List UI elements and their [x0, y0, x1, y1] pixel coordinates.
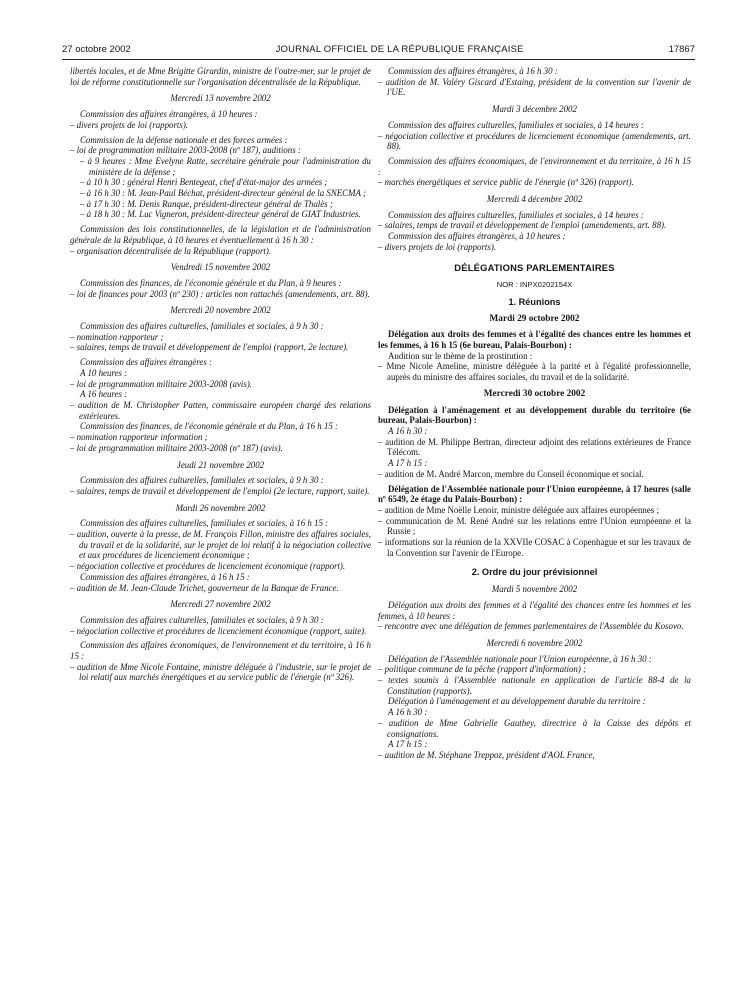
time-label: A 16 h 30 :: [388, 707, 428, 718]
agenda-item: – nomination rapporteur ;: [70, 331, 164, 342]
agenda-item: – rencontre avec une délégation de femmes parlementaires de l'Assemblée du Kosovo.: [378, 621, 684, 632]
agenda-item: – négociation collective et procédures de licenciement économique (amendements, art. 88).: [378, 130, 691, 152]
page-header: [62, 42, 695, 56]
agenda-item: – salaires, temps de travail et développement de l'emploi (2e lecture, rapport, suite).: [70, 485, 370, 496]
agenda-item: – salaires, temps de travail et développement de l'emploi (amendements, art. 88).: [378, 220, 667, 231]
agenda-item: – audition de M. André Marcon, membre du Conseil économique et social.: [378, 468, 644, 479]
time-label: A 17 h 15 :: [388, 458, 428, 469]
commission-heading: Commission des affaires économiques, de l'environnement et du territoire, à 16 h 15 :: [70, 640, 371, 662]
session-date: Mardi 29 octobre 2002: [489, 313, 580, 324]
commission-heading: Commission des affaires étrangères, à 16 h 15 :: [80, 571, 250, 582]
agenda-item: – audition de M. Christopher Patten, commissaire européen chargé des relations extérieures.: [70, 399, 371, 421]
agenda-subitem: – à 17 h 30 : M. Denis Ranque, président-directeur général de Thalès ;: [80, 198, 333, 209]
agenda-item: – audition, ouverte à la presse, de M. François Fillon, ministre des affaires sociales, du travail et de la solidarité, sur le projet de loi relatif à la négociation collective et aux procédures de licenciement économique ;: [70, 529, 371, 561]
agenda-item: – audition de M. Jean-Claude Trichet, gouverneur de la Banque de France.: [70, 582, 339, 593]
agenda-subitem: – à 10 h 30 : général Henri Bentegeat, chef d'état-major des armées ;: [80, 177, 328, 188]
agenda-item: – divers projets de loi (rapports).: [70, 119, 188, 130]
commission-heading: Commission des affaires étrangères, à 16 h 30 :: [388, 66, 558, 76]
agenda-item: – politique commune de la pêche (rapport d'information) ;: [378, 664, 586, 675]
session-date: Mercredi 4 décembre 2002: [486, 194, 583, 205]
agenda-item: – communication de M. René André sur les relations entre l'Union européenne et la Russie ;: [378, 515, 691, 537]
agenda-item: – divers projets de loi (rapports).: [378, 241, 496, 252]
time-label: A 10 heures :: [80, 367, 128, 378]
session-date: Mercredi 27 novembre 2002: [170, 599, 271, 610]
agenda-item: – nomination rapporteur information ;: [70, 432, 208, 443]
commission-heading: Commission des finances, de l'économie générale et du Plan, à 9 heures :: [80, 277, 342, 288]
session-date: Mercredi 30 octobre 2002: [483, 388, 586, 399]
commission-heading: Commission des affaires culturelles, familiales et sociales, à 14 heures :: [388, 119, 644, 130]
right-column: [378, 66, 691, 761]
delegation-heading: Délégation à l'aménagement et au développement durable du territoire :: [388, 696, 646, 707]
agenda-subitem: – à 18 h 30 : M. Luc Vigneron, président-directeur général de GIAT Industries.: [80, 209, 361, 220]
agenda-item: – audition de M. Valéry Giscard d'Estaing, président de la convention sur l'avenir de l'UE.: [378, 76, 691, 98]
agenda-item: – informations sur la réunion de la XXVIIe COSAC à Copenhague et sur les travaux de la Convention sur l'avenir de l'Europe.: [378, 537, 691, 558]
agenda-item: – textes soumis à l'Assemblée nationale en application de l'article 88-4 de la Constitution (rapports).: [378, 675, 691, 696]
subsection-title: 1. Réunions: [508, 296, 561, 307]
commission-heading: Commission de la défense nationale et des forces armées :: [80, 134, 288, 145]
agenda-item: – négociation collective et procédures de licenciement économique (rapport, suite).: [70, 625, 367, 636]
session-date: Mardi 5 novembre 2002: [491, 584, 578, 595]
agenda-subitem: – à 9 heures : Mme Evelyne Ratte, secrétaire générale pour l'administration du ministère de la défense ;: [80, 155, 371, 177]
agenda-item: – organisation décentralisée de la République (rapport).: [70, 245, 272, 256]
subsection-title: 2. Ordre du jour prévisionnel: [471, 567, 598, 578]
session-date: Mardi 26 novembre 2002: [175, 502, 266, 513]
commission-heading: Commission des lois constitutionnelles, de la législation et de l'administration générale de la République, à 10 heures et éventuellement à 16 h 30 :: [70, 224, 371, 245]
time-label: A 16 h 30 :: [388, 425, 428, 436]
agenda-item: – négociation collective et procédures de licenciement économique (rapport).: [70, 561, 346, 572]
commission-heading: Commission des affaires culturelles, familiales et sociales, à 9 h 30 :: [80, 321, 324, 332]
commission-heading: Commission des affaires culturelles, familiales et sociales, à 14 heures :: [388, 209, 644, 220]
nor-reference: NOR : INPX0202154X: [496, 280, 573, 290]
session-date: Jeudi 21 novembre 2002: [176, 459, 265, 470]
delegation-heading: Délégation aux droits des femmes et à l'égalité des chances entre les hommes et les femmes, à 10 heures :: [378, 599, 691, 621]
agenda-item: – loi de programmation militaire 2003-2008 (nº 187) (avis).: [70, 442, 283, 453]
delegation-heading: Délégation à l'aménagement et au développement durable du territoire (6e bureau, Palais-Bourbon) :: [378, 404, 691, 426]
session-date: Mardi 3 décembre 2002: [492, 104, 577, 115]
time-label: A 16 heures :: [80, 389, 128, 400]
session-date: Mercredi 20 novembre 2002: [170, 305, 271, 316]
header-date: 27 octobre 2002: [62, 43, 131, 55]
delegation-heading: Délégation aux droits des femmes et à l'égalité des chances entre les hommes et les femmes, à 16 h 15 (6e bureau, Palais-Bourbon) :: [378, 329, 691, 351]
agenda-item: – marchés énergétiques et service public de l'énergie (nº 326) (rapport).: [378, 177, 634, 188]
session-date: Vendredi 15 novembre 2002: [170, 262, 271, 273]
commission-heading: Commission des affaires étrangères, à 10 heures :: [80, 109, 258, 120]
commission-heading: Commission des affaires culturelles, familiales et sociales, à 9 h 30 :: [80, 475, 324, 486]
time-label: A 17 h 15 :: [388, 739, 428, 750]
commission-heading: Commission des affaires étrangères, à 10 heures :: [388, 231, 566, 242]
commission-heading: Commission des affaires étrangères :: [80, 357, 212, 368]
header-rule: [62, 59, 695, 60]
paragraph: libertés locales, et de Mme Brigitte Girardin, ministre de l'outre-mer, sur le projet de loi de réforme constitutionnelle sur l'organisation décentralisée de la République.: [70, 66, 371, 87]
agenda-item: – loi de finances pour 2003 (nº 230) : articles non rattachés (amendements, art. 88).: [70, 288, 370, 299]
session-date: Mercredi 13 novembre 2002: [170, 93, 271, 104]
delegation-heading: Délégation de l'Assemblée nationale pour l'Union européenne, à 17 heures (salle nº 6549, 2e étage du Palais-Bourbon) :: [378, 483, 691, 505]
agenda-item: – loi de programmation militaire 2003-2008 (avis).: [70, 378, 253, 389]
agenda-item: – salaires, temps de travail et développement de l'emploi (rapport, 2e lecture).: [70, 342, 349, 353]
agenda-item: – audition de Mme Gabrielle Gauthey, directrice à la Caisse des dépôts et consignations.: [378, 717, 691, 739]
left-column: [70, 66, 371, 683]
commission-heading: Commission des affaires économiques, de l'environnement et du territoire, à 16 h 15 :: [378, 155, 691, 177]
agenda-item: – audition de M. Stéphane Treppoz, président d'AOL France,: [378, 749, 595, 760]
agenda-subitem: – à 16 h 30 : M. Jean-Paul Béchat, président-directeur général de la SNECMA ;: [80, 188, 366, 199]
commission-heading: Commission des finances, de l'économie générale et du Plan, à 16 h 15 :: [80, 421, 338, 432]
agenda-item: – audition de Mme Nicole Fontaine, ministre déléguée à l'industrie, sur le projet de loi relatif aux marchés énergétiques et au service public de l'énergie (nº 326).: [70, 661, 371, 683]
delegation-heading: Délégation de l'Assemblée nationale pour l'Union européenne, à 16 h 30 :: [388, 653, 652, 664]
session-date: Mercredi 6 novembre 2002: [486, 637, 583, 648]
commission-heading: Commission des affaires culturelles, familiales et sociales, à 16 h 15 :: [80, 518, 329, 529]
agenda-item: – loi de programmation militaire 2003-2008 (nº 187), auditions :: [70, 145, 301, 156]
agenda-item: – audition de M. Philippe Bertran, directeur adjoint des relations extérieures de France Télécom.: [378, 436, 691, 458]
topic-label: Audition sur le thème de la prostitution :: [388, 350, 533, 361]
commission-heading: Commission des affaires culturelles, familiales et sociales, à 9 h 30 :: [80, 614, 324, 625]
page-number: 17867: [668, 43, 695, 55]
journal-title: JOURNAL OFFICIEL DE LA RÉPUBLIQUE FRANÇAISE: [275, 43, 524, 55]
section-title: DÉLÉGATIONS PARLEMENTAIRES: [454, 261, 615, 273]
agenda-item: – Mme Nicole Ameline, ministre déléguée à la parité et à l'égalité professionnelle, auprès du ministre des affaires sociales, du travail et de la solidarité.: [378, 361, 691, 383]
agenda-item: – audition de Mme Noëlle Lenoir, ministre déléguée aux affaires européennes ;: [378, 504, 659, 515]
